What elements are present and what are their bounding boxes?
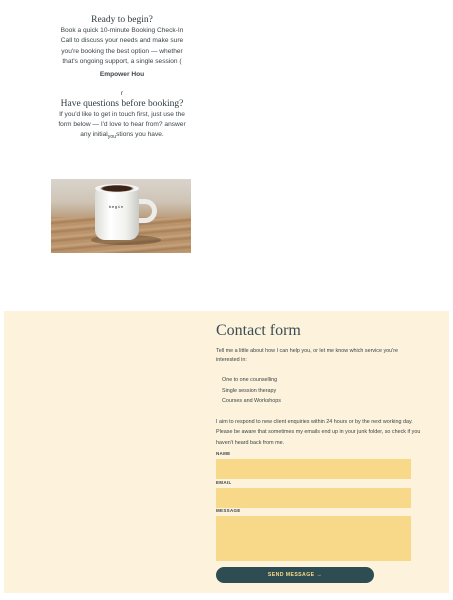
service-item: One to one counselling <box>222 377 278 383</box>
arrow-right-icon: → <box>316 572 323 578</box>
send-message-button[interactable] <box>216 567 374 583</box>
contact-form-section <box>4 311 449 593</box>
contact-title: Contact form <box>216 322 301 339</box>
questions-text <box>56 110 188 143</box>
mug-rim <box>95 184 139 193</box>
service-item: Single session therapy <box>222 387 277 394</box>
services-list <box>222 375 281 407</box>
service-item: Courses and Workshops <box>222 398 281 404</box>
stray-text: r <box>120 89 124 97</box>
contact-intro: Tell me a little about how I can help you, or let me know which service you're interested in: <box>216 348 399 363</box>
questions-text-after: stions you have. <box>116 131 164 139</box>
message-label: MESSAGE <box>216 508 241 513</box>
name-label: NAME <box>216 451 231 456</box>
mug <box>95 188 139 240</box>
response-note: I aim to respond to new client enquiries within 24 hours or by the next working day. Please be aware that sometimes my emails end up in your junk folder, so check if you haven't heard back from me. <box>216 419 421 446</box>
questions-text-before: If you'd like to get in touch first, just use the form below — I'd love to hear from? answer any initial <box>58 110 186 139</box>
message-field[interactable] <box>216 516 411 561</box>
coffee-mug-photo <box>51 179 191 253</box>
send-message-label: SEND MESSAGE <box>267 572 315 578</box>
empower-link[interactable]: Empower Hou <box>99 70 145 78</box>
email-field[interactable] <box>216 488 411 508</box>
booking-text: Book a quick 10-minute Booking Check-In Call to discuss your needs and make sure you're booking the best option — whether that's ongoing support, a single session ( <box>60 27 184 66</box>
questions-text-you: you <box>107 134 117 141</box>
name-field[interactable] <box>216 459 411 479</box>
mug-text: begin <box>109 206 124 210</box>
booking-section <box>56 14 188 143</box>
email-label: EMAIL <box>216 480 232 485</box>
questions-heading: Have questions before booking? <box>60 98 184 109</box>
booking-heading: Ready to begin? <box>91 15 153 25</box>
